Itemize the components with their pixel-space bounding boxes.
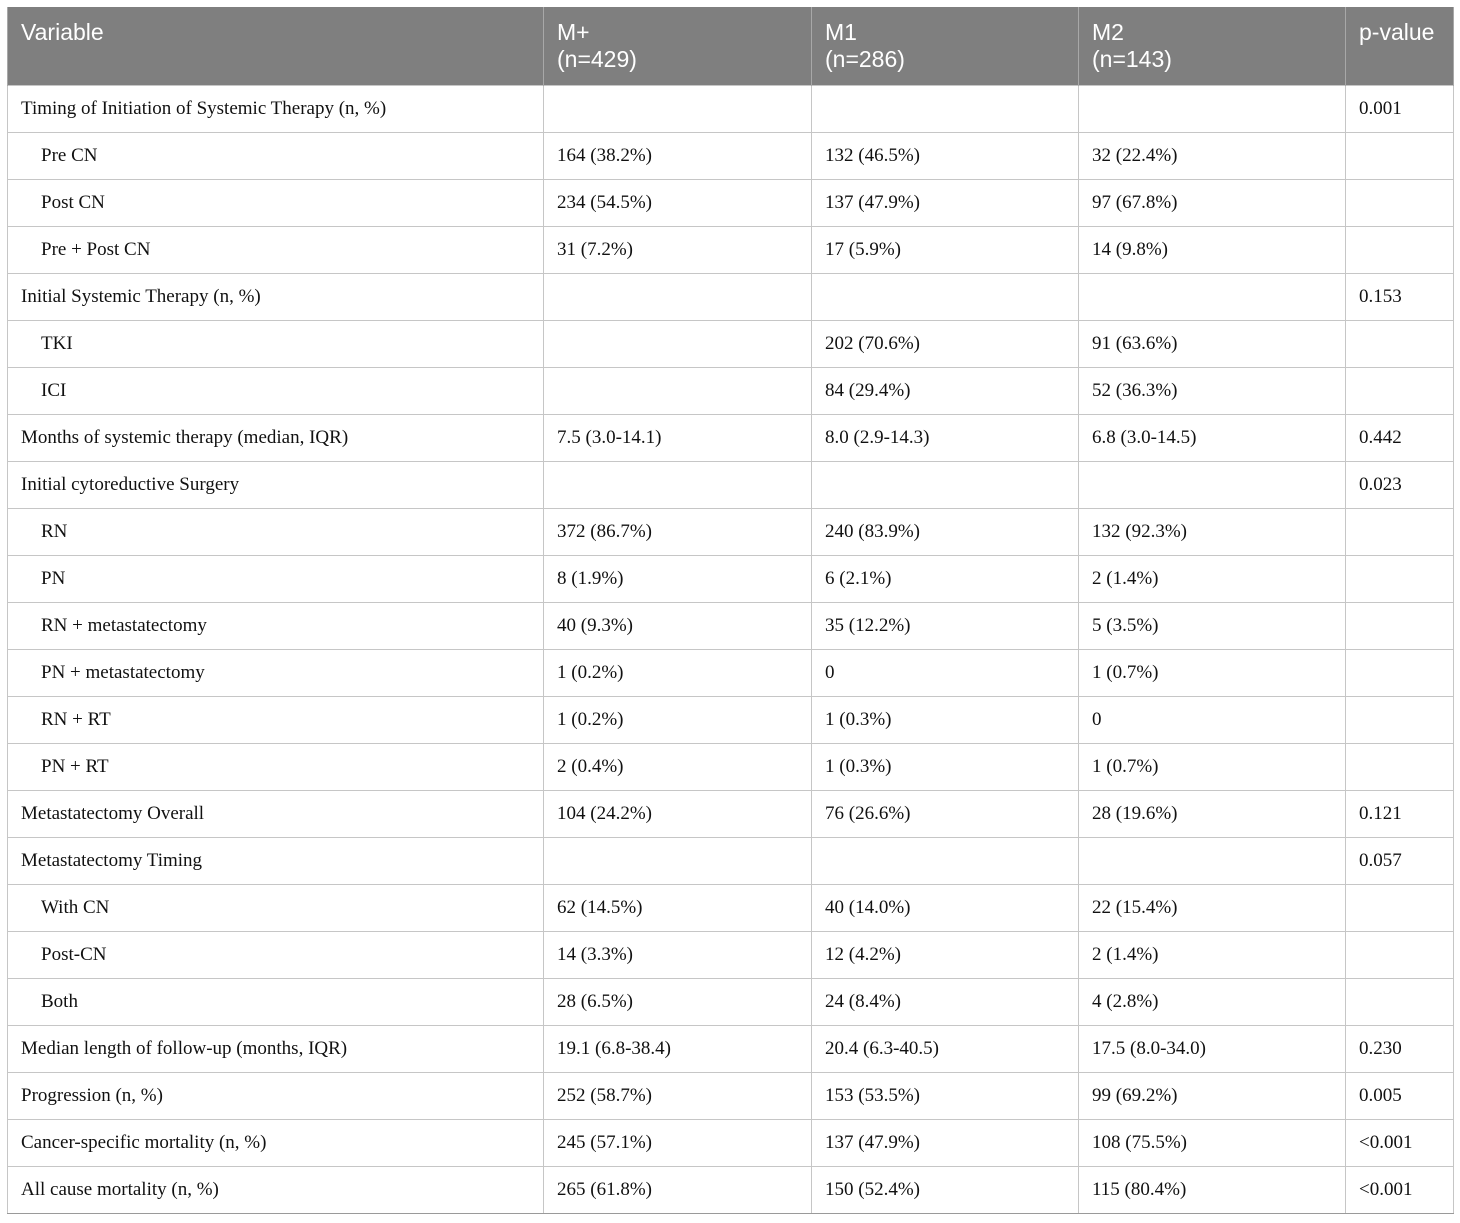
cell-pvalue <box>1346 884 1454 931</box>
cell-mplus: 2 (0.4%) <box>544 743 812 790</box>
header-m1-n: (n=286) <box>825 46 905 72</box>
table-row <box>8 367 1454 414</box>
cell-pvalue <box>1346 931 1454 978</box>
header-mplus-label: M+ <box>557 19 590 45</box>
cell-mplus: 62 (14.5%) <box>544 884 812 931</box>
cell-m2: 91 (63.6%) <box>1079 320 1346 367</box>
row-label: Metastatectomy Timing <box>8 837 544 884</box>
cell-mplus: 164 (38.2%) <box>544 132 812 179</box>
cell-pvalue: 0.023 <box>1346 461 1454 508</box>
table-row <box>8 226 1454 273</box>
cell-m2: 5 (3.5%) <box>1079 602 1346 649</box>
cell-m1: 6 (2.1%) <box>812 555 1079 602</box>
row-label: Pre + Post CN <box>8 226 544 273</box>
cell-mplus: 14 (3.3%) <box>544 931 812 978</box>
row-label: RN <box>8 508 544 555</box>
cell-m1: 35 (12.2%) <box>812 602 1079 649</box>
table-row <box>8 508 1454 555</box>
cell-pvalue <box>1346 743 1454 790</box>
cell-mplus <box>544 837 812 884</box>
table-row <box>8 320 1454 367</box>
table-row <box>8 649 1454 696</box>
table-row <box>8 1119 1454 1166</box>
header-m2-n: (n=143) <box>1092 46 1172 72</box>
row-label: Metastatectomy Overall <box>8 790 544 837</box>
header-row <box>8 7 1454 85</box>
cell-m2: 2 (1.4%) <box>1079 931 1346 978</box>
table-row <box>8 1166 1454 1213</box>
cell-mplus: 252 (58.7%) <box>544 1072 812 1119</box>
row-label: Initial Systemic Therapy (n, %) <box>8 273 544 320</box>
cell-m2: 32 (22.4%) <box>1079 132 1346 179</box>
table-row <box>8 696 1454 743</box>
cell-m2: 6.8 (3.0-14.5) <box>1079 414 1346 461</box>
row-label: PN + RT <box>8 743 544 790</box>
cell-m2: 0 <box>1079 696 1346 743</box>
cell-pvalue: 0.153 <box>1346 273 1454 320</box>
cell-m1: 150 (52.4%) <box>812 1166 1079 1213</box>
table-row <box>8 555 1454 602</box>
cell-m2: 132 (92.3%) <box>1079 508 1346 555</box>
cell-pvalue: <0.001 <box>1346 1166 1454 1213</box>
row-label: PN + metastatectomy <box>8 649 544 696</box>
header-pvalue: p-value <box>1346 7 1454 85</box>
cell-mplus <box>544 273 812 320</box>
cell-pvalue: 0.121 <box>1346 790 1454 837</box>
cell-pvalue <box>1346 508 1454 555</box>
table-row <box>8 414 1454 461</box>
cell-m2 <box>1079 837 1346 884</box>
table-row <box>8 602 1454 649</box>
header-variable: Variable <box>8 7 544 85</box>
cell-m2: 108 (75.5%) <box>1079 1119 1346 1166</box>
cell-mplus <box>544 367 812 414</box>
row-label: Both <box>8 978 544 1025</box>
cell-pvalue <box>1346 367 1454 414</box>
row-label: Cancer-specific mortality (n, %) <box>8 1119 544 1166</box>
row-label: Initial cytoreductive Surgery <box>8 461 544 508</box>
cell-pvalue <box>1346 978 1454 1025</box>
cell-m1: 17 (5.9%) <box>812 226 1079 273</box>
row-label: Post-CN <box>8 931 544 978</box>
header-m1-label: M1 <box>825 19 857 45</box>
row-label: Post CN <box>8 179 544 226</box>
cell-m1 <box>812 461 1079 508</box>
cell-m2: 28 (19.6%) <box>1079 790 1346 837</box>
table-row <box>8 1025 1454 1072</box>
row-label: TKI <box>8 320 544 367</box>
cell-mplus <box>544 85 812 132</box>
row-label: Progression (n, %) <box>8 1072 544 1119</box>
cell-mplus: 372 (86.7%) <box>544 508 812 555</box>
cell-m2 <box>1079 461 1346 508</box>
header-m2 <box>1079 7 1346 85</box>
cell-mplus: 1 (0.2%) <box>544 696 812 743</box>
cell-m2: 97 (67.8%) <box>1079 179 1346 226</box>
cell-m1: 137 (47.9%) <box>812 1119 1079 1166</box>
cell-mplus: 7.5 (3.0-14.1) <box>544 414 812 461</box>
cell-pvalue <box>1346 602 1454 649</box>
row-label: ICI <box>8 367 544 414</box>
cell-m2: 22 (15.4%) <box>1079 884 1346 931</box>
cell-m1: 202 (70.6%) <box>812 320 1079 367</box>
table-row <box>8 461 1454 508</box>
row-label: PN <box>8 555 544 602</box>
cell-m2: 115 (80.4%) <box>1079 1166 1346 1213</box>
table-row <box>8 931 1454 978</box>
cell-m1: 8.0 (2.9-14.3) <box>812 414 1079 461</box>
cell-mplus: 104 (24.2%) <box>544 790 812 837</box>
cell-m1: 40 (14.0%) <box>812 884 1079 931</box>
table-header <box>8 7 1454 85</box>
cell-mplus: 1 (0.2%) <box>544 649 812 696</box>
cell-mplus: 31 (7.2%) <box>544 226 812 273</box>
cell-mplus: 265 (61.8%) <box>544 1166 812 1213</box>
cell-m1: 0 <box>812 649 1079 696</box>
cell-m1: 132 (46.5%) <box>812 132 1079 179</box>
cell-m2 <box>1079 273 1346 320</box>
cell-pvalue <box>1346 226 1454 273</box>
header-mplus-n: (n=429) <box>557 46 637 72</box>
cell-pvalue <box>1346 649 1454 696</box>
cell-m1 <box>812 273 1079 320</box>
cell-mplus <box>544 320 812 367</box>
cell-pvalue: 0.442 <box>1346 414 1454 461</box>
row-label: Median length of follow-up (months, IQR) <box>8 1025 544 1072</box>
table-row <box>8 179 1454 226</box>
cell-m1: 24 (8.4%) <box>812 978 1079 1025</box>
table-row <box>8 743 1454 790</box>
cell-pvalue <box>1346 555 1454 602</box>
header-m2-label: M2 <box>1092 19 1124 45</box>
cell-mplus: 28 (6.5%) <box>544 978 812 1025</box>
table-row <box>8 273 1454 320</box>
table-row <box>8 837 1454 884</box>
cell-pvalue: 0.057 <box>1346 837 1454 884</box>
cell-m1: 137 (47.9%) <box>812 179 1079 226</box>
cell-m2: 17.5 (8.0-34.0) <box>1079 1025 1346 1072</box>
row-label: Pre CN <box>8 132 544 179</box>
cell-m2 <box>1079 85 1346 132</box>
results-table <box>7 7 1454 1214</box>
cell-pvalue: 0.230 <box>1346 1025 1454 1072</box>
cell-pvalue: 0.001 <box>1346 85 1454 132</box>
table-row <box>8 978 1454 1025</box>
cell-m1 <box>812 837 1079 884</box>
table-row <box>8 132 1454 179</box>
cell-m1: 20.4 (6.3-40.5) <box>812 1025 1079 1072</box>
cell-m1: 1 (0.3%) <box>812 743 1079 790</box>
row-label: All cause mortality (n, %) <box>8 1166 544 1213</box>
table-row <box>8 790 1454 837</box>
table-row <box>8 85 1454 132</box>
cell-mplus: 19.1 (6.8-38.4) <box>544 1025 812 1072</box>
cell-pvalue <box>1346 179 1454 226</box>
cell-m2: 1 (0.7%) <box>1079 743 1346 790</box>
cell-m2: 99 (69.2%) <box>1079 1072 1346 1119</box>
cell-m1 <box>812 85 1079 132</box>
cell-mplus: 234 (54.5%) <box>544 179 812 226</box>
cell-pvalue <box>1346 320 1454 367</box>
cell-m1: 84 (29.4%) <box>812 367 1079 414</box>
header-mplus <box>544 7 812 85</box>
table-row <box>8 1072 1454 1119</box>
row-label: Timing of Initiation of Systemic Therapy (n, %) <box>8 85 544 132</box>
cell-m1: 76 (26.6%) <box>812 790 1079 837</box>
cell-m2: 14 (9.8%) <box>1079 226 1346 273</box>
cell-mplus <box>544 461 812 508</box>
cell-m1: 1 (0.3%) <box>812 696 1079 743</box>
cell-m1: 240 (83.9%) <box>812 508 1079 555</box>
cell-m1: 153 (53.5%) <box>812 1072 1079 1119</box>
cell-m1: 12 (4.2%) <box>812 931 1079 978</box>
cell-mplus: 245 (57.1%) <box>544 1119 812 1166</box>
row-label: RN + RT <box>8 696 544 743</box>
row-label: With CN <box>8 884 544 931</box>
cell-m2: 1 (0.7%) <box>1079 649 1346 696</box>
header-m1 <box>812 7 1079 85</box>
row-label: RN + metastatectomy <box>8 602 544 649</box>
cell-pvalue <box>1346 696 1454 743</box>
cell-mplus: 8 (1.9%) <box>544 555 812 602</box>
cell-m2: 2 (1.4%) <box>1079 555 1346 602</box>
cell-pvalue: 0.005 <box>1346 1072 1454 1119</box>
row-label: Months of systemic therapy (median, IQR) <box>8 414 544 461</box>
table-body <box>8 85 1454 1213</box>
cell-mplus: 40 (9.3%) <box>544 602 812 649</box>
cell-m2: 4 (2.8%) <box>1079 978 1346 1025</box>
table-row <box>8 884 1454 931</box>
cell-m2: 52 (36.3%) <box>1079 367 1346 414</box>
cell-pvalue: <0.001 <box>1346 1119 1454 1166</box>
cell-pvalue <box>1346 132 1454 179</box>
